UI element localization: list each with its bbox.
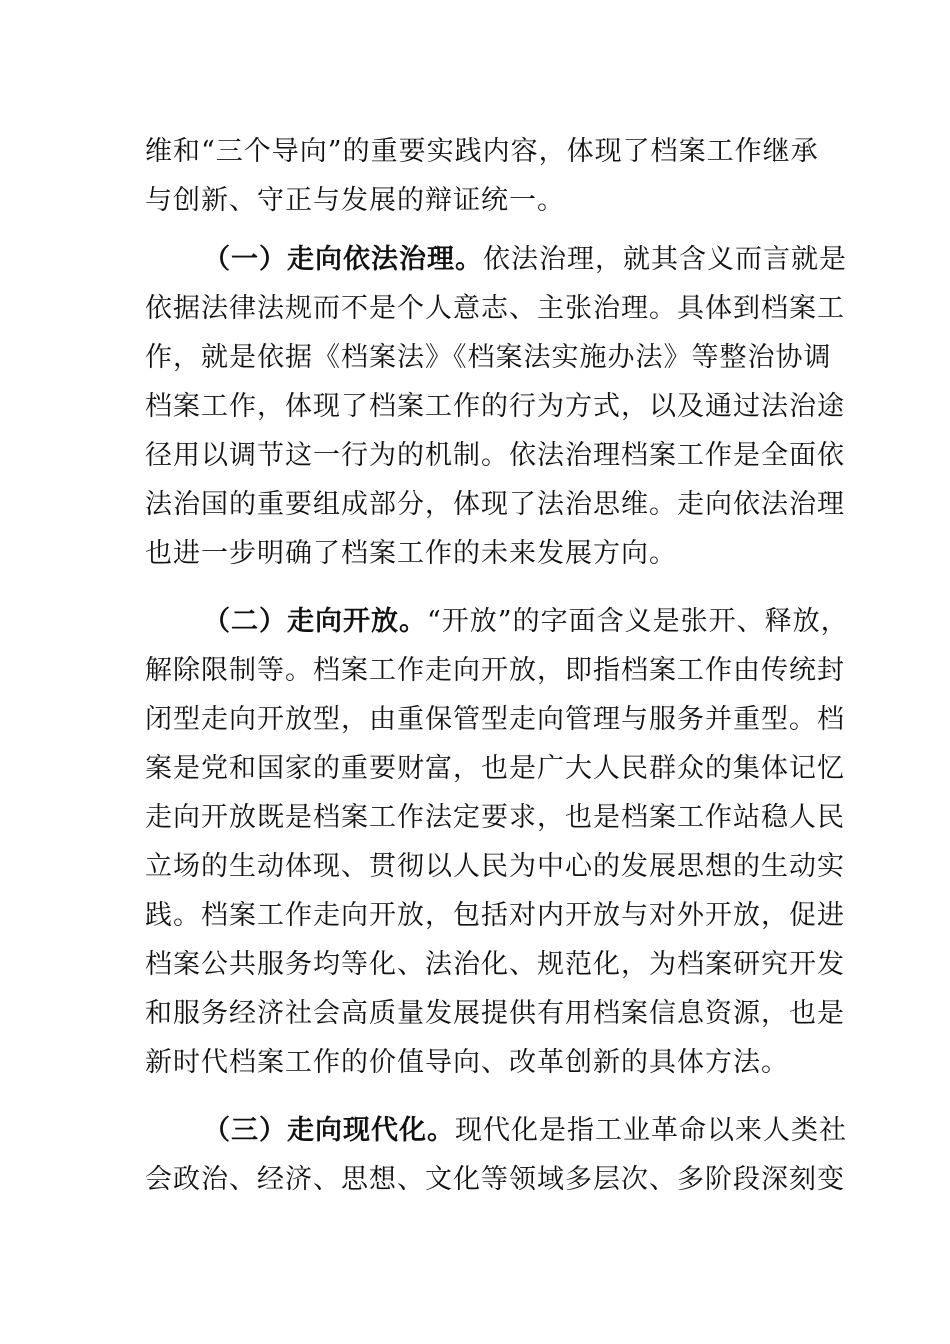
text-line: 档案公共服务均等化、法治化、规范化，为档案研究开发 (145, 949, 845, 980)
text-line (145, 597, 849, 646)
intro-paragraph (145, 127, 819, 225)
text-line: 径用以调节这一行为的机制。依法治理档案工作是全面依 (145, 440, 845, 471)
section-3-paragraph (145, 1106, 847, 1204)
text-line: 依据法律法规而不是个人意志、主张治理。具体到档案工 (145, 293, 845, 324)
text-line: 会政治、经济、思想、文化等领域多层次、多阶段深刻变 (145, 1164, 845, 1195)
text-line: 与创新、守正与发展的辩证统一。 (145, 185, 565, 216)
text-line: 档案工作，体现了档案工作的行为方式，以及通过法治途 (145, 391, 845, 422)
text-line: 也进一步明确了档案工作的未来发展方向。 (145, 538, 677, 569)
text-line: 践。档案工作走向开放，包括对内开放与对外开放，促进 (145, 900, 845, 931)
section-2-paragraph (145, 597, 849, 1087)
text-span: 现代化是指工业革命以来人类社 (455, 1115, 847, 1146)
section-heading: （三）走向现代化。 (203, 1115, 455, 1146)
text-span: 依法治理，就其含义而言就是 (483, 244, 847, 275)
text-line (145, 235, 847, 284)
text-line (145, 1106, 847, 1155)
text-line: 立场的生动体现、贯彻以人民为中心的发展思想的生动实 (145, 851, 845, 882)
section-1-paragraph (145, 235, 847, 578)
section-heading: （一）走向依法治理。 (203, 244, 483, 275)
text-line: 法治国的重要组成部分，体现了法治思维。走向依法治理 (145, 489, 845, 520)
text-line: 作，就是依据《档案法》《档案法实施办法》等整治协调 (145, 342, 832, 373)
text-line: 闭型走向开放型，由重保管型走向管理与服务并重型。档 (145, 704, 845, 735)
text-line: 解除限制等。档案工作走向开放，即指档案工作由传统封 (145, 655, 845, 686)
section-heading: （二）走向开放。 (203, 606, 427, 637)
document-page (145, 127, 849, 1223)
text-line: 走向开放既是档案工作法定要求，也是档案工作站稳人民 (145, 802, 845, 833)
text-span: “开放”的字面含义是张开、释放， (427, 606, 849, 637)
text-line: 案是党和国家的重要财富，也是广大人民群众的集体记忆 (145, 753, 845, 784)
text-line: 和服务经济社会高质量发展提供有用档案信息资源，也是 (145, 998, 845, 1029)
text-line: 新时代档案工作的价值导向、改革创新的具体方法。 (145, 1047, 789, 1078)
text-line: 维和“三个导向”的重要实践内容，体现了档案工作继承 (145, 136, 819, 167)
